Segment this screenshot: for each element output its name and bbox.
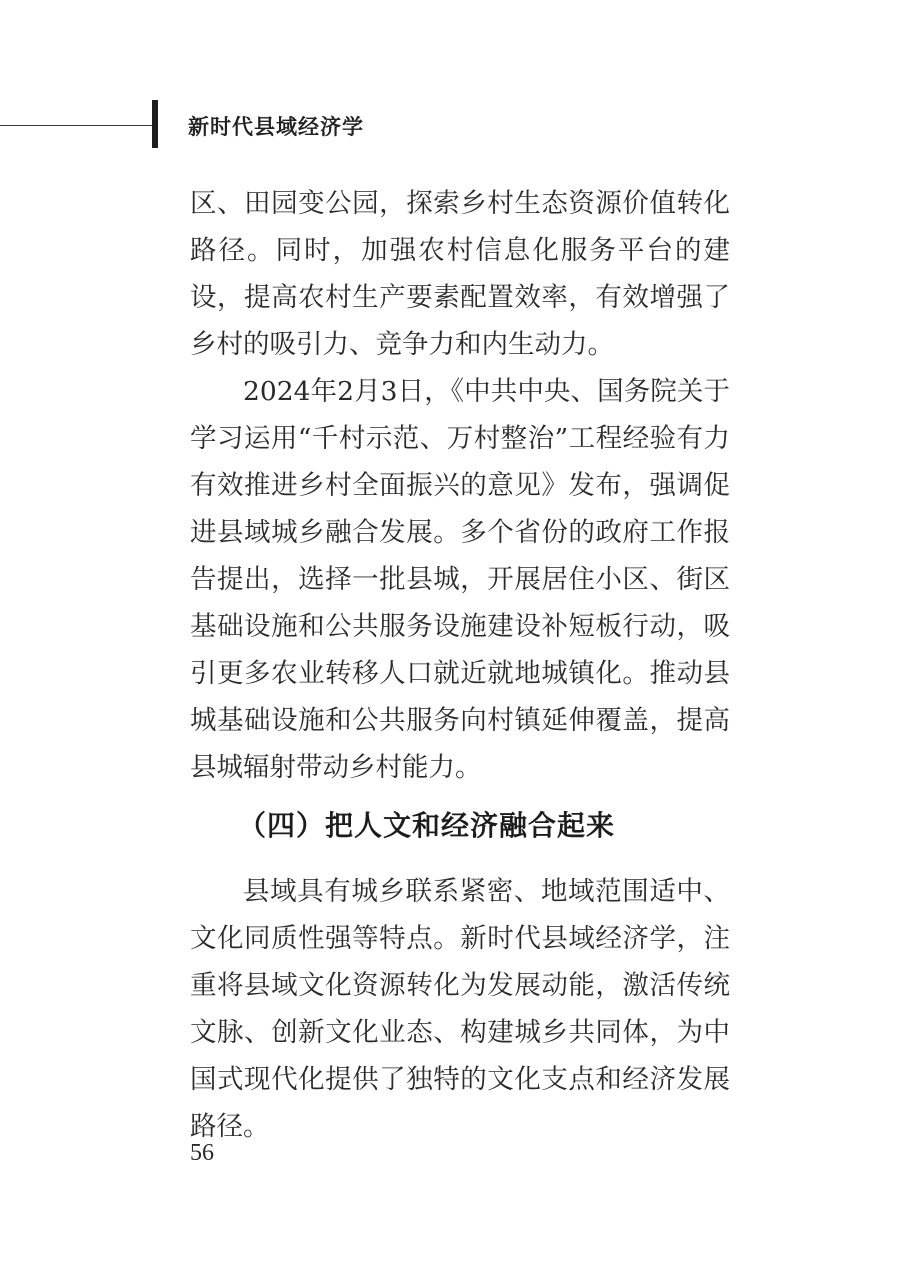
paragraph-section-body: 县域具有城乡联系紧密、地域范围适中、文化同质性强等特点。新时代县域经济学，注重将县域文化资源转化为发展动能，激活传统文脉、创新文化业态、构建城乡共同体，为中国式现代化提供了独特的文化支点和经济发展路径。 bbox=[190, 876, 730, 1142]
paragraph-policy: 2024年2月3日，《中共中央、国务院关于学习运用“千村示范、万村整治”工程经验有力有效推进乡村全面振兴的意见》发布，强调促进县域城乡融合发展。多个省份的政府工作报告提出，选择一批县城，开展居住小区、街区基础设施和公共服务设施建设补短板行动，吸引更多农业转移人口就近就地城镇化。推动县城基础设施和公共服务向村镇延伸覆盖，提高县城辐射带动乡村能力。 bbox=[190, 376, 730, 783]
page-number: 56 bbox=[190, 1140, 214, 1166]
section-heading: （四）把人文和经济融合起来 bbox=[238, 809, 616, 842]
header-rule bbox=[0, 125, 152, 126]
paragraph-continued: 区、田园变公园，探索乡村生态资源价值转化路径。同时，加强农村信息化服务平台的建设，提高农村生产要素配置效率，有效增强了乡村的吸引力、竞争力和内生动力。 bbox=[190, 188, 730, 360]
running-title: 新时代县域经济学 bbox=[188, 115, 364, 139]
header-bar-mark bbox=[152, 100, 158, 148]
